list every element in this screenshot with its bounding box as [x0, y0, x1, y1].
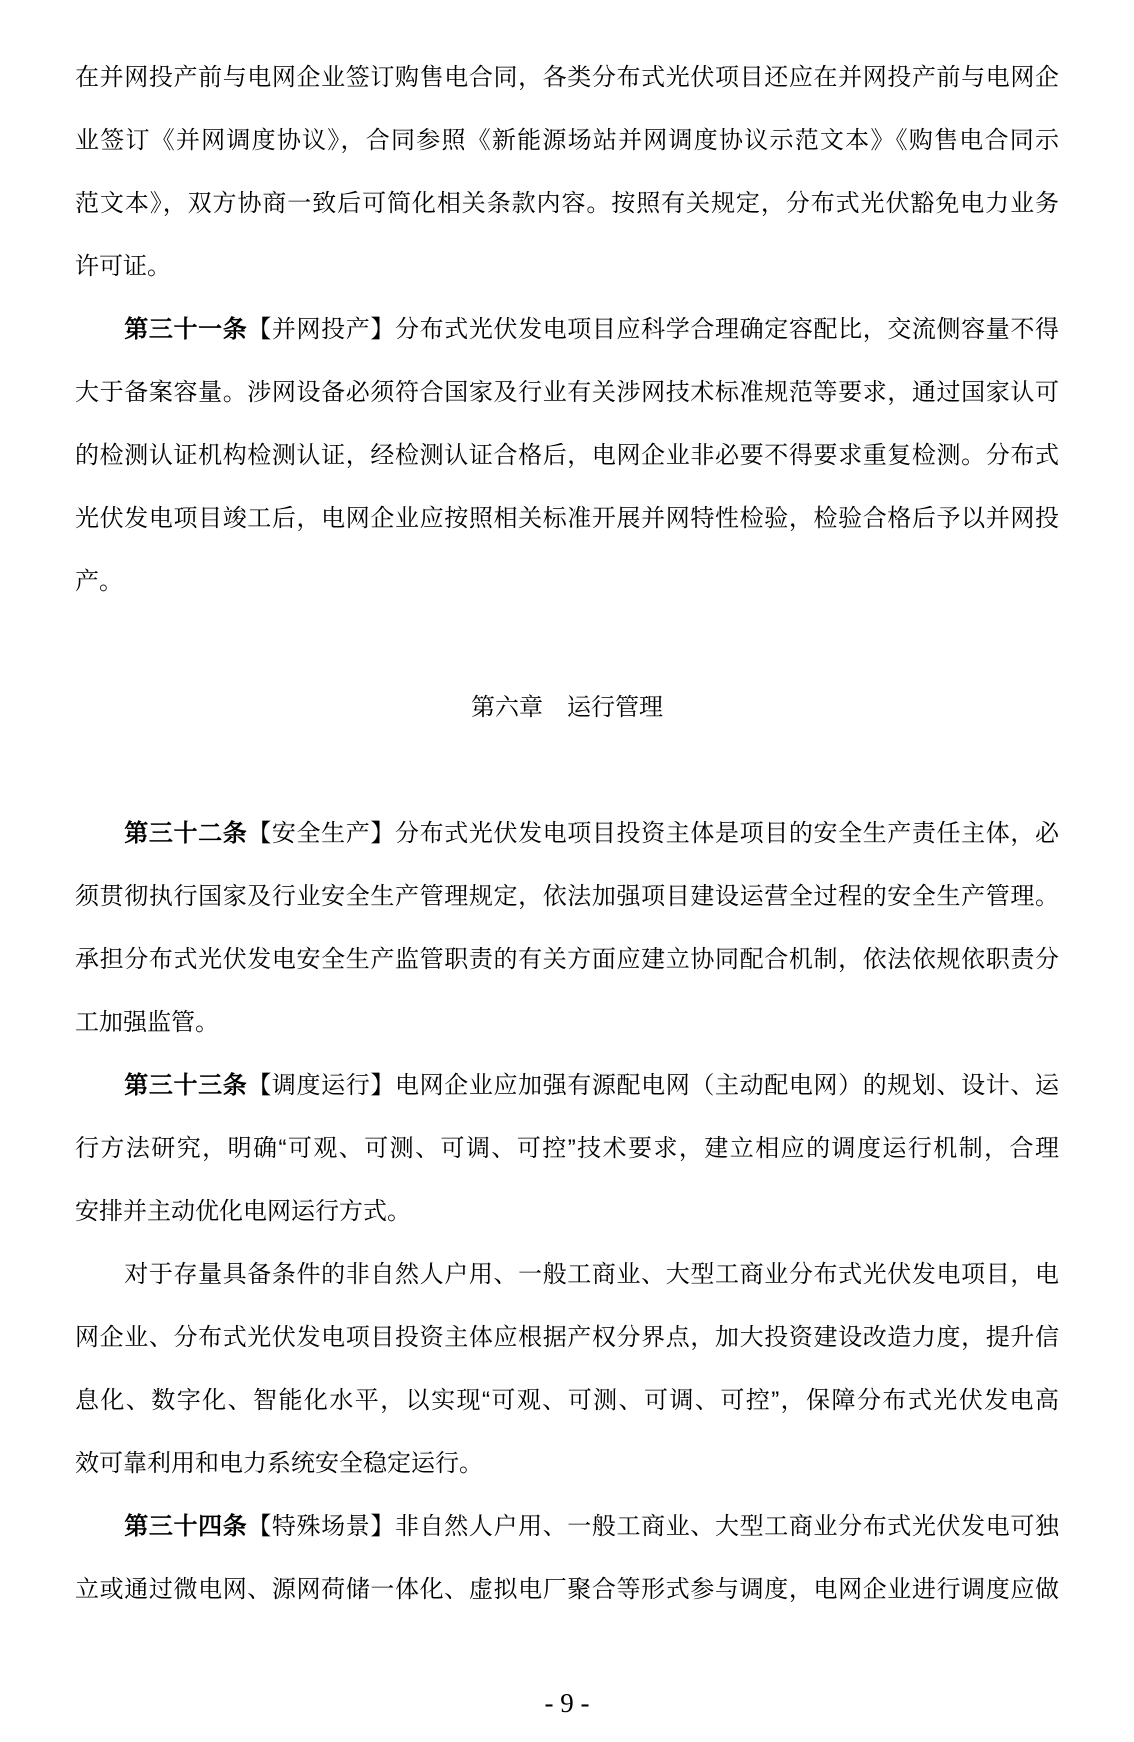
text-segment: [75, 316, 124, 343]
text-segment: 【特殊场景】非自然人户用、一般工商业、大型工商业分布式光伏发电可独: [247, 1513, 1059, 1540]
text-line: [75, 109, 1059, 172]
text-line: [75, 550, 1059, 613]
text-segment: 承担分布式光伏发电安全生产监管职责的有关方面应建立协同配合机制，依法依规依职责分: [75, 946, 1059, 973]
text-line: [75, 487, 1059, 550]
text-line: [75, 928, 1059, 991]
text-line: [75, 1054, 1059, 1117]
text-segment: 【并网投产】分布式光伏发电项目应科学合理确定容配比，交流侧容量不得: [247, 316, 1059, 343]
text-line: [75, 1117, 1059, 1180]
text-segment: 大于备案容量。涉网设备必须符合国家及行业有关涉网技术标准规范等要求，通过国家认可: [75, 379, 1059, 406]
text-segment: 网企业、分布式光伏发电项目投资主体应根据产权分界点，加大投资建设改造力度，提升信: [75, 1324, 1059, 1351]
text-segment: 行方法研究，明确“可观、可测、可调、可控”技术要求，建立相应的调度运行机制，合理: [75, 1135, 1059, 1162]
text-segment: 对于存量具备条件的非自然人户用、一般工商业、大型工商业分布式光伏发电项目，电: [75, 1261, 1059, 1288]
text-line: [75, 802, 1059, 865]
text-segment: 立或通过微电网、源网荷储一体化、虚拟电厂聚合等形式参与调度，电网企业进行调度应做: [75, 1576, 1059, 1603]
text-segment: 安排并主动优化电网运行方式。: [75, 1198, 411, 1225]
text-segment: [75, 820, 124, 847]
text-line: [75, 424, 1059, 487]
article-number: 第三十四条: [124, 1513, 248, 1540]
text-line: [75, 298, 1059, 361]
text-segment: 业签订《并网调度协议》，合同参照《新能源场站并网调度协议示范文本》《购售电合同示: [75, 127, 1059, 154]
document-body: [75, 46, 1059, 1621]
text-segment: 光伏发电项目竣工后，电网企业应按照相关标准开展并网特性检验，检验合格后予以并网投: [75, 505, 1059, 532]
text-segment: 在并网投产前与电网企业签订购售电合同，各类分布式光伏项目还应在并网投产前与电网企: [75, 64, 1059, 91]
text-line: [75, 865, 1059, 928]
text-segment: 许可证。: [75, 253, 171, 280]
text-segment: [75, 1513, 124, 1540]
text-segment: 须贯彻执行国家及行业安全生产管理规定，依法加强项目建设运营全过程的安全生产管理。: [75, 883, 1059, 910]
article-number: 第三十二条: [124, 820, 248, 847]
page-number: - 9 -: [544, 1688, 590, 1718]
text-line: [75, 1558, 1059, 1621]
text-segment: 范文本》，双方协商一致后可简化相关条款内容。按照有关规定，分布式光伏豁免电力业务: [75, 190, 1059, 217]
article-number: 第三十一条: [124, 316, 248, 343]
text-segment: 工加强监管。: [75, 1009, 219, 1036]
text-line: [75, 1432, 1059, 1495]
text-segment: 【安全生产】分布式光伏发电项目投资主体是项目的安全生产责任主体，必: [247, 820, 1059, 847]
text-line: [75, 1369, 1059, 1432]
text-line: [75, 1306, 1059, 1369]
text-line: [75, 1243, 1059, 1306]
text-line: [75, 172, 1059, 235]
text-line: [75, 991, 1059, 1054]
text-line: [75, 361, 1059, 424]
text-segment: 的检测认证机构检测认证，经检测认证合格后，电网企业非必要不得要求重复检测。分布式: [75, 442, 1059, 469]
text-line: [75, 1495, 1059, 1558]
text-segment: 效可靠利用和电力系统安全稳定运行。: [75, 1450, 483, 1477]
blank-line: [75, 739, 1059, 802]
text-segment: 息化、数字化、智能化水平，以实现“可观、可测、可调、可控”，保障分布式光伏发电高: [75, 1387, 1059, 1414]
text-segment: 第六章 运行管理: [471, 694, 663, 721]
text-line: [75, 46, 1059, 109]
text-segment: 【调度运行】电网企业应加强有源配电网（主动配电网）的规划、设计、运: [247, 1072, 1059, 1099]
article-number: 第三十三条: [124, 1072, 248, 1099]
blank-line: [75, 613, 1059, 676]
text-line: [75, 235, 1059, 298]
text-segment: [75, 1072, 124, 1099]
chapter-heading: [75, 676, 1059, 739]
text-segment: 产。: [75, 568, 123, 595]
text-line: [75, 1180, 1059, 1243]
